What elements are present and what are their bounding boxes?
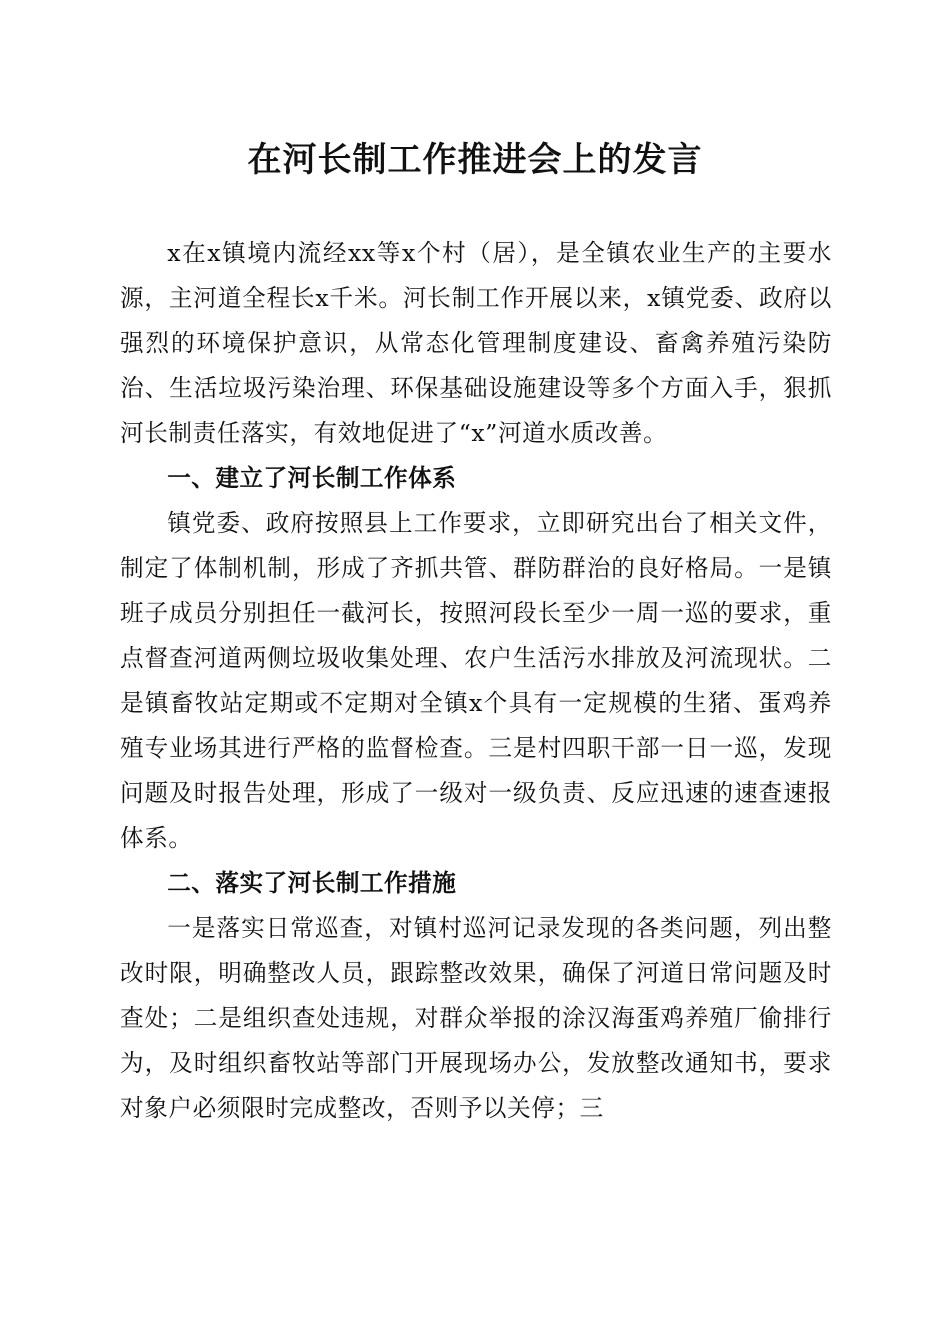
section-heading-1: 一、建立了河长制工作体系 <box>167 464 457 492</box>
intro-paragraph: x在x镇境内流经xx等x个村（居），是全镇农业生产的主要水源，主河道全程长x千米。河长制工作开展以来，x镇党委、政府以强烈的环境保护意识，从常态化管理制度建设、畜禽养殖污染防治、生活垃圾污染治理、环保基础设施建设等多个方面入手，狠抓河长制责任落实，有效地促进了“x”河道水质改善。 <box>120 239 832 447</box>
document-title: 在河长制工作推进会上的发言 <box>247 140 703 180</box>
section-heading-2: 二、落实了河长制工作措施 <box>167 869 457 897</box>
section-2-paragraph: 一是落实日常巡查，对镇村巡河记录发现的各类问题，列出整改时限，明确整改人员，跟踪整改效果，确保了河道日常问题及时查处；二是组织查处违规，对群众举报的涂汉海蛋鸡养殖厂偷排行为，及时组织畜牧站等部门开展现场办公，发放整改通知书，要求对象户必须限时完成整改，否则予以关停；三 <box>120 914 832 1122</box>
section-1-paragraph: 镇党委、政府按照县上工作要求，立即研究出台了相关文件，制定了体制机制，形成了齐抓共管、群防群治的良好格局。一是镇班子成员分别担任一截河长，按照河段长至少一周一巡的要求，重点督查河道两侧垃圾收集处理、农户生活污水排放及河流现状。二是镇畜牧站定期或不定期对全镇x个具有一定规模的生猪、蛋鸡养殖专业场其进行严格的监督检查。三是村四职干部一日一巡，发现问题及时报告处理，形成了一级对一级负责、反应迅速的速查速报体系。 <box>120 509 832 852</box>
document-body <box>120 231 832 1131</box>
